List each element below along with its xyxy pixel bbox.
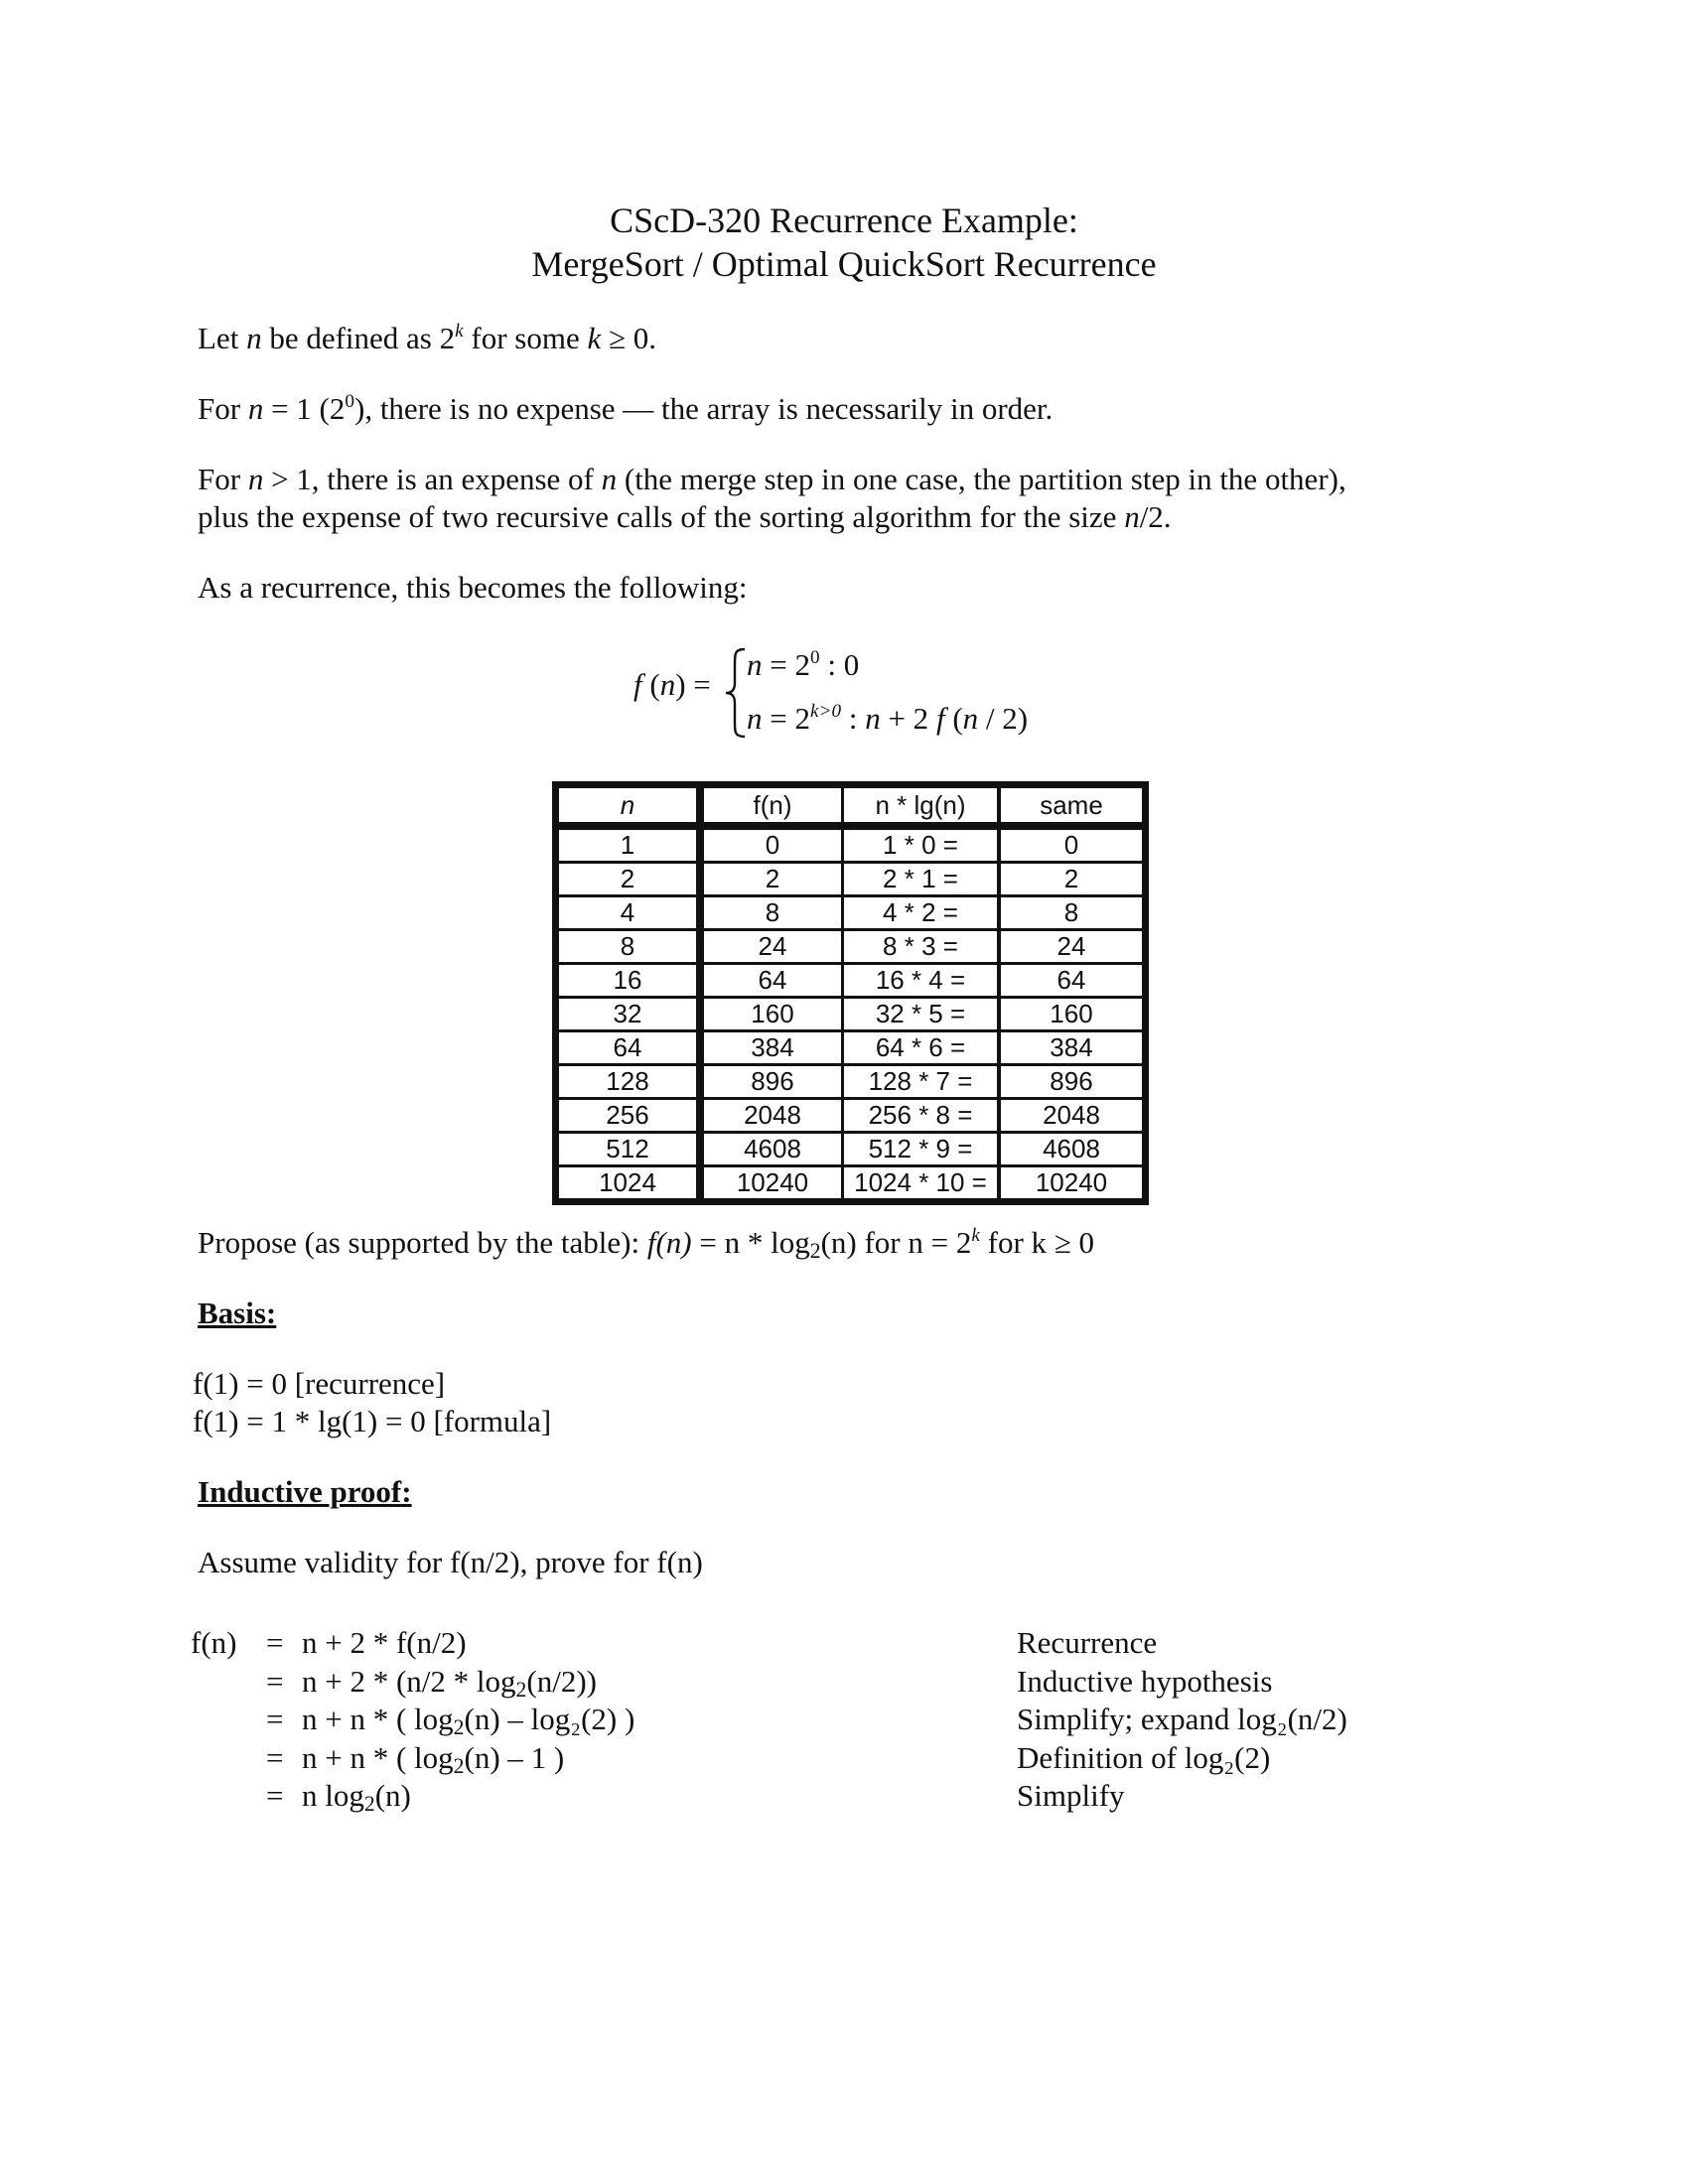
step-equals: =: [266, 1778, 284, 1813]
table-cell: 1024 * 10 =: [843, 1166, 1000, 1200]
table-row: [558, 826, 1144, 863]
page-subtitle: MergeSort / Optimal QuickSort Recurrence: [531, 244, 1157, 284]
table-cell: 10240: [700, 1166, 843, 1200]
header-fn: f(n): [700, 787, 843, 827]
step-reason: Inductive hypothesis: [1017, 1663, 1273, 1699]
step-expr-sub: 2: [453, 1715, 465, 1740]
recurrence-case-2: $n = 2^{k>0}$ : n + 2 f (n / 2): [747, 701, 1029, 736]
proof-step: [195, 1701, 1347, 1739]
table-cell: 4: [558, 896, 701, 930]
table-cell: 512: [558, 1133, 701, 1166]
header-same: same: [999, 787, 1144, 827]
step-expr-sub: 2: [515, 1677, 527, 1702]
table-cell: 128 * 7 =: [843, 1065, 1000, 1099]
table-header-row: [558, 787, 1144, 827]
step-expression: [302, 1701, 1017, 1739]
step-expression: [302, 1739, 1017, 1778]
recursive-case-paragraph: For n > 1, there is an expense of n (the merge step in one case, the partition step in the other), plus the expense of two recursive calls of the sorting algorithm for the size n/2.: [198, 462, 1346, 534]
table-cell: 4608: [700, 1133, 843, 1166]
table-cell: 4 * 2 =: [843, 896, 1000, 930]
table-row: [558, 1031, 1144, 1065]
page-title: CScD-320 Recurrence Example:: [610, 201, 1078, 240]
table-cell: 1 * 0 =: [843, 826, 1000, 863]
step-equals: =: [266, 1663, 284, 1699]
step-expr-sub: 2: [363, 1792, 375, 1817]
table-row: [558, 896, 1144, 930]
base-case-paragraph: For n = 1 $(2^0)$, there is no expense — the array is necessarily in order.: [198, 391, 1054, 426]
table-cell: 8 * 3 =: [843, 930, 1000, 964]
table-cell: 2: [558, 863, 701, 896]
table-row: [558, 998, 1144, 1031]
table-cell: 24: [700, 930, 843, 964]
proof-step: [195, 1739, 1347, 1778]
header-n: n: [558, 787, 701, 827]
step-lhs: [191, 1663, 266, 1702]
table-cell: 10240: [999, 1166, 1144, 1200]
table-row: [558, 1065, 1144, 1099]
recurrence-intro: As a recurrence, this becomes the following:: [198, 570, 748, 605]
step-expression: [302, 1624, 1017, 1663]
table-cell: 128: [558, 1065, 701, 1099]
step-reason: Definition of log₂(2): [1017, 1739, 1271, 1775]
inductive-assumption: Assume validity for f(n/2), prove for f(n): [198, 1545, 703, 1579]
table-cell: 256 * 8 =: [843, 1099, 1000, 1133]
step-equals: =: [266, 1739, 284, 1775]
table-cell: 8: [558, 930, 701, 964]
basis-line-1: f(1) = 0 [recurrence]: [193, 1366, 446, 1401]
table-row: [558, 1099, 1144, 1133]
step-expr-a: n log: [302, 1778, 364, 1813]
table-row: [558, 1133, 1144, 1166]
step-expr-b: (n): [374, 1778, 411, 1813]
step-expr-sub: 2: [453, 1753, 465, 1778]
step-reason: Simplify; expand log₂(n/2): [1017, 1702, 1347, 1736]
table-cell: 256: [558, 1099, 701, 1133]
table-cell: 16: [558, 964, 701, 998]
table-row: [558, 964, 1144, 998]
table-cell: 8: [700, 896, 843, 930]
step-expression: [302, 1777, 1017, 1816]
step-reason: Simplify: [1017, 1778, 1125, 1813]
table-cell: 24: [999, 930, 1144, 964]
step-equals: =: [266, 1625, 284, 1660]
table-cell: 160: [999, 998, 1144, 1031]
table-cell: 64 * 6 =: [843, 1031, 1000, 1065]
basis-heading: Basis:: [198, 1296, 277, 1330]
table-cell: 160: [700, 998, 843, 1031]
values-table: [556, 785, 1145, 1201]
header-nlgn: n * lg(n): [843, 787, 1000, 827]
table-cell: 896: [999, 1065, 1144, 1099]
table-cell: 32: [558, 998, 701, 1031]
table-cell: 2: [999, 863, 1144, 896]
table-cell: 8: [999, 896, 1144, 930]
table-cell: 384: [700, 1031, 843, 1065]
table-cell: 64: [558, 1031, 701, 1065]
proof-steps: [191, 1624, 1347, 1817]
table-cell: 2: [700, 863, 843, 896]
step-expr-b: (n) – log₂(2) ): [464, 1702, 635, 1736]
step-expr-b: (n) – 1 ): [464, 1739, 565, 1775]
step-lhs: [191, 1777, 266, 1816]
table-cell: 2048: [700, 1099, 843, 1133]
proof-step: [195, 1777, 1347, 1816]
proof-step: [191, 1624, 1347, 1663]
step-reason: Recurrence: [1017, 1625, 1158, 1660]
proposition: Propose (as supported by the table): $f(n) = n * \log_2(n)$ for $n = 2^k$ for k ≥ 0: [198, 1225, 1095, 1264]
step-expr-a: n + 2 * (n/2 * log: [302, 1663, 516, 1699]
table-cell: 384: [999, 1031, 1144, 1065]
step-expr-a: n + n * ( log: [302, 1702, 454, 1736]
definition-paragraph: Let n be defined as 2$^k$ for some k ≥ 0.: [198, 321, 657, 355]
table-cell: 512 * 9 =: [843, 1133, 1000, 1166]
step-expr-a: n + n * ( log: [302, 1739, 454, 1775]
recurrence-lhs: f (n) =: [633, 667, 711, 702]
table-cell: 0: [999, 826, 1144, 863]
table-row: [558, 1166, 1144, 1200]
table-cell: 1024: [558, 1166, 701, 1200]
basis-line-2: f(1) = 1 * lg(1) = 0 [formula]: [193, 1404, 552, 1438]
step-lhs: [191, 1701, 266, 1739]
inductive-heading: Inductive proof:: [198, 1474, 412, 1509]
table-cell: 1: [558, 826, 701, 863]
table-cell: 64: [700, 964, 843, 998]
table-cell: 16 * 4 =: [843, 964, 1000, 998]
step-expr-b: (n/2)): [526, 1663, 597, 1699]
table-cell: 0: [700, 826, 843, 863]
step-lhs: [191, 1739, 266, 1778]
table-cell: 4608: [999, 1133, 1144, 1166]
table-row: [558, 863, 1144, 896]
table-cell: 896: [700, 1065, 843, 1099]
step-equals: =: [266, 1702, 284, 1736]
step-expression: [302, 1663, 1017, 1702]
table-cell: 2048: [999, 1099, 1144, 1133]
table-cell: 64: [999, 964, 1144, 998]
step-expr-a: n + 2 * f(n/2): [302, 1625, 467, 1660]
table-cell: 32 * 5 =: [843, 998, 1000, 1031]
table-row: [558, 930, 1144, 964]
proof-step: [195, 1663, 1347, 1702]
step-lhs: f(n): [191, 1625, 237, 1660]
table-cell: 2 * 1 =: [843, 863, 1000, 896]
recurrence-case-1: $n = 2^0$ : 0: [747, 647, 860, 682]
